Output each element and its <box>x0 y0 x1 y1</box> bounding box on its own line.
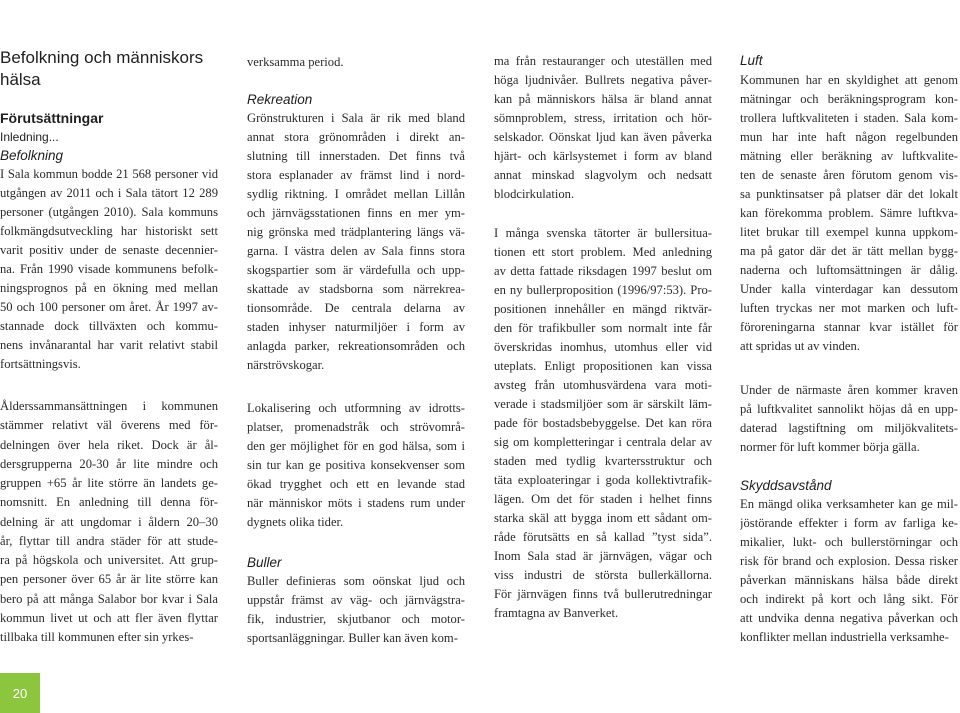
text-line: nig grönska med trädplantering längs vä- <box>247 225 465 239</box>
text-line: hjärt- och kärlsystemet i form av bland <box>494 149 712 163</box>
text-line: selskador. Oönskat ljud kan även påverka <box>494 130 712 144</box>
text-line: verksamma period. <box>247 55 344 69</box>
text-line: trollera luftkvaliteten i staden. Sala kom- <box>740 111 958 125</box>
text-line: naderna och luftomsättningen är dålig. <box>740 263 958 277</box>
text-line: ningsprognos på en ökning med mellan <box>0 281 218 295</box>
text-line: att undvika denna negativa påverkan och <box>740 611 958 625</box>
heading-forutsattningar: Förutsättningar <box>0 110 104 126</box>
text-line: folkmängdsutveckling har historiskt sett <box>0 224 218 238</box>
text-line: Under de närmaste åren kommer kraven <box>740 383 958 397</box>
section-title: Befolkning och människors <box>0 48 204 67</box>
text-line: verade i stadsmiljöer som är särskilt läm- <box>494 397 712 411</box>
text-line: 50 och 100 personer om året. År 1997 av- <box>0 300 218 314</box>
text-line: fortsättningsvis. <box>0 357 81 371</box>
text-line: annat minskad slagvolym och nedsatt <box>494 168 712 182</box>
subheading-befolkning: Befolkning <box>0 148 64 163</box>
page-number: 20 <box>12 685 28 701</box>
text-line: mätningar och beräkningsprogram kon- <box>740 92 958 106</box>
text-line: Buller definieras som oönskat ljud och <box>247 574 465 588</box>
text-line: starka skäl att bygga inom ett sådant om- <box>494 511 712 525</box>
text-line: delning är att ungdomar i åldern 20–30 <box>0 514 218 529</box>
text-line: slutning till innerstaden. Det finns två <box>247 149 465 163</box>
text-line: Ålderssammansättningen i kommunen <box>0 399 218 413</box>
text-line: För järnvägen finns två bullerutredningar <box>494 587 712 601</box>
text-line: ra på högskola och universitet. Att grup- <box>0 553 218 567</box>
text-line: uppstår främst av väg- och järnvägstra- <box>247 593 465 607</box>
text-line: stämmer relativt väl överens med för- <box>0 418 218 433</box>
text-line: sin tur kan ge positiva konsekvenser som <box>247 458 465 472</box>
text-line: sig om kompletteringar i centrala delar av <box>494 435 712 449</box>
text-line: daterad lagstiftning om miljökvalitets- <box>740 421 958 435</box>
text-line: ma på gator där det är tätt mellan bygg- <box>740 244 958 258</box>
page-number-badge <box>0 673 40 713</box>
subheading-buller: Buller <box>247 555 282 570</box>
intro-label: Inledning... <box>0 130 59 144</box>
text-line: pen personer över 65 år är lite större kan <box>0 572 218 587</box>
text-line: jöstörande effekter i form av farliga ke- <box>740 516 958 530</box>
text-line: skattade av stadsborna som närrekrea- <box>247 282 465 296</box>
text-line: höga ljudnivåer. Bullrets negativa påver- <box>494 73 712 87</box>
text-line: sydlig riktning. I området mellan Lillån <box>247 187 465 201</box>
text-line: mun har inte haft någon regelbunden <box>740 130 958 144</box>
text-line: ökad trygghet och ett en levande stad <box>247 477 465 491</box>
text-line: nomsnitt. En anledning till denna för- <box>0 495 218 510</box>
text-line: kommun livet ut och att fler även flyttar <box>0 610 218 625</box>
text-line: nens invånarantal har varit relativt stabil <box>0 338 218 352</box>
text-line: na. Från 1990 visade kommunens befolk- <box>0 262 218 276</box>
text-line: blodcirkulation. <box>494 187 575 201</box>
text-line: att spridas ut av vinden. <box>740 339 860 353</box>
text-line: närströvskogar. <box>247 358 325 372</box>
text-line: En mängd olika verksamheter kan ge mil- <box>740 497 958 511</box>
text-line: påverkan människans hälsa både direkt <box>740 573 958 587</box>
text-line: litet brukar till exempel kunna uppkom- <box>740 225 958 239</box>
text-line: sömnproblem, stress, irritation och hör- <box>494 111 712 125</box>
text-line: råde förutsätts en så kallad ”tyst sida”. <box>494 530 712 544</box>
text-line: Kommunen har en skyldighet att genom <box>740 73 958 87</box>
text-line: garna. I västra delen av Sala finns stora <box>247 244 465 258</box>
text-line: Inom Sala stad är järnvägen, vägar och <box>494 549 712 563</box>
text-line: viss industri de största bullerkällorna. <box>494 568 712 582</box>
text-line: luften tryckas ner mot marken och luft- <box>740 301 958 315</box>
text-line: framtagna av Banverket. <box>494 606 619 620</box>
text-line: tionen ett stort problem. Med anledning <box>494 245 712 259</box>
text-line: kan förekomma problem. Sämre luftkva- <box>740 206 958 220</box>
text-line: mikalier, lukt- och bullerstörningar och <box>740 535 958 549</box>
text-line: ma från restauranger och uteställen med <box>494 54 712 68</box>
text-line: ten de senaste åren förutom genom vis- <box>740 168 958 182</box>
text-line: sa punktinsatser på platser där det lokalt <box>740 187 958 201</box>
text-line: normer för luft kommer börja gälla. <box>740 440 920 454</box>
text-line: Under kalla vinterdagar kan dessutom <box>740 282 958 296</box>
text-line: dygnets olika tider. <box>247 515 344 529</box>
text-line: lägen. Om det för staden i helhet finns <box>494 492 712 506</box>
text-line: Grönstrukturen i Sala är rik med bland <box>247 111 465 125</box>
text-line: fik, industrier, skjutbanor och motor- <box>247 612 465 626</box>
text-line: staden inhyser naturmiljöer i form av <box>247 320 465 334</box>
text-line: tionsområde. De centrala delarna av <box>247 301 465 315</box>
text-line: en ny bullerproposition (1996/97:53). Pro- <box>494 283 712 297</box>
text-line: uteplats. Enligt propositionen kan vissa <box>494 359 712 373</box>
text-line: på luftkvalitet sannolikt höjas då en upp- <box>740 402 958 416</box>
text-line: I många svenska tätorter är bullersitua- <box>494 226 712 240</box>
text-line: varit positiv under de senaste decennier- <box>0 243 218 257</box>
text-line: staden med tydlig kvartersstruktur och <box>494 454 712 468</box>
text-line: personer (utgången 2010). Sala kommuns <box>0 205 218 219</box>
text-line: konflikter mellan industriella verksamhe- <box>740 630 949 644</box>
text-line: föroreningarna stannar kvar istället för <box>740 320 958 334</box>
text-line: delningen över hela riket. Dock är ål- <box>0 437 218 452</box>
text-line: Lokalisering och utformning av idrotts- <box>247 401 465 415</box>
text-line: och järnvägsstationen finns en mer ym- <box>247 206 465 220</box>
text-line: stannade dock tillväxten och kommu- <box>0 319 218 333</box>
text-line: år, flyttar till andra städer för att stude- <box>0 533 218 548</box>
text-line: utgången av 2011 och i Sala tätort 12 289 <box>0 186 218 200</box>
text-line: positionen innehåller en mängd riktvär- <box>494 302 712 316</box>
subheading-skyddsavstand: Skyddsavstånd <box>740 478 832 493</box>
text-line: och indirekt på kort och lång sikt. För <box>740 592 958 606</box>
text-line: dersgrupperna 20-30 år lite mindre och <box>0 456 218 471</box>
text-line: platser, promenadstråk och strövområ- <box>247 420 465 434</box>
text-line: när människor möts i stadens rum under <box>247 496 465 510</box>
text-line: av detta fattade riksdagen 1997 beslut om <box>494 264 712 278</box>
text-line: den ger möjlighet för en god hälsa, som i <box>247 439 465 453</box>
subheading-luft: Luft <box>740 53 763 68</box>
text-line: stora esplanader av främst lind i nord- <box>247 168 465 182</box>
text-line: gruppen +65 år lite större än landets ge- <box>0 476 218 490</box>
text-line: täta exploateringar i goda kollektivtrafik- <box>494 473 712 487</box>
text-line: kan på människors hälsa är bland annat <box>494 92 712 106</box>
text-line: pade för bostadsbebyggelse. Det kan röra <box>494 416 712 430</box>
subheading-rekreation: Rekreation <box>247 92 313 107</box>
text-line: avsteg från utomhusvärdena vara moti- <box>494 378 712 392</box>
text-line: risk för brand och explosion. Dessa risker <box>740 554 958 568</box>
text-line: I Sala kommun bodde 21 568 personer vid <box>0 167 218 181</box>
section-title-cont: hälsa <box>0 70 41 89</box>
text-line: den för trafikbuller som normalt inte får <box>494 321 712 335</box>
text-line: anlagda parker, rekreationsområden och <box>247 339 465 353</box>
text-line: mätning eller beräkning av luftkvalite- <box>740 149 958 163</box>
text-line: bero på att många Salabor bor kvar i Sala <box>0 591 218 606</box>
text-line: tillbaka till kommunen efter sin yrkes- <box>0 630 194 644</box>
text-line: skogspartier som är värdefulla och upp- <box>247 263 465 277</box>
text-line: överskridas inomhus, utomhus eller vid <box>494 340 712 354</box>
text-line: annat stora grönområden i direkt an- <box>247 130 465 144</box>
text-line: sportsanläggningar. Buller kan även kom- <box>247 631 458 645</box>
